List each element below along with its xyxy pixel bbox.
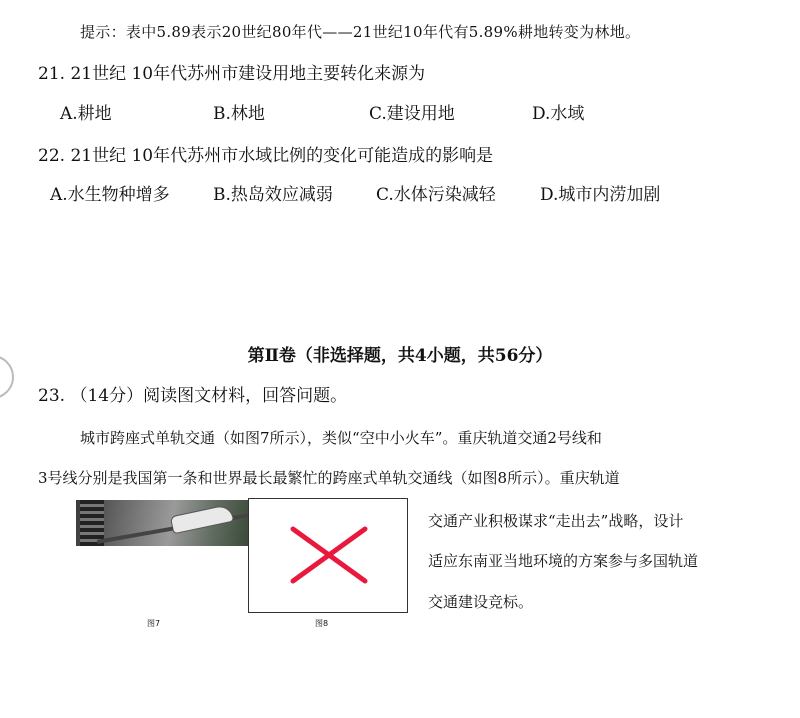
monorail-train-shape (170, 504, 234, 534)
q23-paragraph-line-5: 交通建设竞标。 (428, 593, 534, 611)
figure-7-caption: 图7 (147, 619, 161, 628)
q23-paragraph-line-3: 交通产业积极谋求“走出去”战略，设计 (428, 512, 684, 530)
q21-option-b: B.林地 (213, 104, 265, 124)
q22-option-b: B.热岛效应减弱 (213, 185, 333, 205)
question-22-stem: 22. 21世纪 10年代苏州市水域比例的变化可能造成的影响是 (38, 146, 494, 166)
q21-option-c: C.建设用地 (369, 104, 455, 124)
figure-7-monorail-photo (76, 500, 248, 546)
question-23-stem: 23. （14分）阅读图文材料，回答问题。 (38, 386, 348, 406)
section-title: 第Ⅱ卷（非选择题，共4小题，共56分） (247, 346, 553, 366)
figure-8-missing-image (248, 498, 408, 613)
hint-text: 提示：表中5.89表示20世纪80年代——21世纪10年代有5.89%耕地转变为林地。 (80, 23, 641, 41)
q23-paragraph-line-2: 3号线分别是我国第一条和世界最长最繁忙的跨座式单轨交通线（如图8所示）。重庆轨道 (38, 469, 620, 487)
q22-option-a: A.水生物种增多 (50, 185, 170, 205)
q22-option-c: C.水体污染减轻 (376, 185, 496, 205)
q21-option-a: A.耕地 (60, 104, 112, 124)
q21-option-d: D.水域 (532, 104, 585, 124)
question-21-stem: 21. 21世纪 10年代苏州市建设用地主要转化来源为 (38, 64, 426, 84)
broken-image-x-icon (249, 499, 407, 612)
q23-paragraph-line-1: 城市跨座式单轨交通（如图7所示），类似“空中小火车”。重庆轨道交通2号线和 (80, 429, 602, 447)
q22-option-d: D.城市内涝加剧 (540, 185, 661, 205)
figure-8-caption: 图8 (315, 619, 329, 628)
q23-paragraph-line-4: 适应东南亚当地环境的方案参与多国轨道 (428, 552, 699, 570)
